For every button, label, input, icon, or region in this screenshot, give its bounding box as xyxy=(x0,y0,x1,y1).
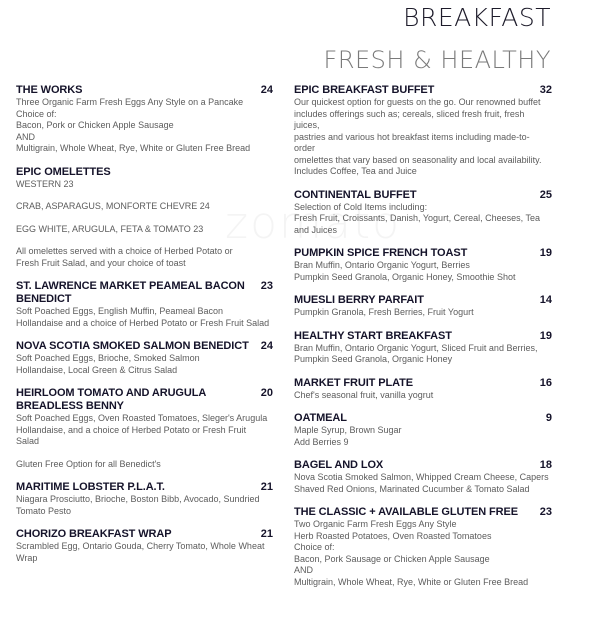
menu-item-name: PUMPKIN SPICE FRENCH TOAST xyxy=(294,247,468,259)
description-line: Fresh Fruit Salad, and your choice of toast xyxy=(16,257,186,268)
description-line: Bacon, Pork Sausage or Chicken Apple Sausage xyxy=(294,553,490,564)
description-line: Pumpkin Granola, Fresh Berries, Fruit Yogurt xyxy=(294,307,474,317)
menu-item-name: THE CLASSIC + AVAILABLE GLUTEN FREE xyxy=(294,506,518,518)
menu-item-header xyxy=(294,330,552,343)
description-line: AND xyxy=(16,131,36,142)
description-line: Pumpkin Seed Granola, Organic Honey xyxy=(294,354,453,364)
description-line: CRAB, ASPARAGUS, MONFORTE CHEVRE 24 xyxy=(16,201,210,211)
description-line: Herb Roasted Potatoes, Oven Roasted Tomatoes xyxy=(294,530,492,541)
description-line: WESTERN 23 xyxy=(16,178,74,189)
page-title: BREAKFAST xyxy=(403,3,551,32)
description-line: Bacon, Pork or Chicken Apple Sausage xyxy=(16,120,174,130)
menu-item xyxy=(294,84,552,178)
menu-item xyxy=(294,330,552,366)
menu-item-header xyxy=(16,166,273,179)
description-line: Gluten Free Option for all Benedict's xyxy=(16,458,161,469)
description-line: order xyxy=(294,143,316,153)
menu-header xyxy=(324,0,551,75)
page-subtitle: FRESH & HEALTHY xyxy=(323,46,551,74)
menu-item-price: 14 xyxy=(539,294,552,306)
menu-item xyxy=(16,84,273,155)
right-column xyxy=(294,84,552,599)
menu-item xyxy=(294,294,552,319)
line-spacer xyxy=(16,190,273,201)
description-line: includes offerings such as; cereals, sliced fresh fruit, fresh xyxy=(294,108,525,119)
description-line: Soft Poached Eggs, Brioche, Smoked Salmon xyxy=(16,353,200,363)
menu-item-description xyxy=(294,472,552,495)
description-line: Niagara Prosciutto, Brioche, Boston Bibb, Avocado, Sundried xyxy=(16,494,260,504)
description-line: Bran Muffin, Ontario Organic Yogurt, Berries xyxy=(294,260,470,270)
menu-item-price: 19 xyxy=(539,247,552,259)
menu-item-name: HEALTHY START BREAKFAST xyxy=(294,329,452,342)
menu-item-header xyxy=(294,412,552,425)
description-line: Fresh Fruit, Croissants, Danish, Yogurt, Cereal, Cheeses, Tea xyxy=(294,213,540,223)
description-line: Bran Muffin, Ontario Organic Yogurt, Sliced Fruit and Berries, xyxy=(294,342,538,353)
menu-item-description xyxy=(16,306,273,329)
description-line: Hollandaise and a choice of Herbed Potato or Fresh Fruit Salad xyxy=(16,317,270,328)
menu-item-description xyxy=(294,343,552,366)
menu-item-description xyxy=(16,541,273,564)
description-line: and Juices xyxy=(294,224,338,235)
menu-item-header xyxy=(294,506,552,519)
menu-item-name: MUESLI BERRY PARFAIT xyxy=(294,294,424,306)
menu-item xyxy=(16,387,273,470)
menu-item-name: EPIC OMELETTES xyxy=(16,165,111,178)
description-line: Chef's seasonal fruit, vanilla yogrut xyxy=(294,389,434,400)
description-line: Salad xyxy=(16,436,40,446)
line-spacer xyxy=(16,213,273,224)
menu-item-name: CONTINENTAL BUFFET xyxy=(294,188,417,201)
menu-item-header xyxy=(294,189,552,202)
description-line: Shaved Red Onions, Marinated Cucumber & Tomato Salad xyxy=(294,483,530,494)
description-line: Wrap xyxy=(16,552,38,563)
menu-item-header xyxy=(16,387,273,413)
description-line: Selection of Cold Items including: xyxy=(294,201,428,212)
menu-item-description xyxy=(294,97,552,178)
menu-item-price: 9 xyxy=(545,412,552,424)
menu-item-description xyxy=(16,97,273,155)
menu-item-header xyxy=(16,528,273,541)
menu-item-description xyxy=(294,425,552,448)
description-line: Hollandaise, and a choice of Herbed Potato or Fresh Fruit xyxy=(16,424,247,435)
left-column xyxy=(16,84,273,575)
menu-item-name: OATMEAL xyxy=(294,412,347,424)
menu-item-description xyxy=(294,390,552,402)
menu-item xyxy=(294,506,552,588)
menu-item-price: 19 xyxy=(539,329,552,342)
menu-item-name: NOVA SCOTIA SMOKED SALMON BENEDICT xyxy=(16,340,249,352)
menu-item-name: MARITIME LOBSTER P.L.A.T. xyxy=(16,481,165,493)
line-spacer xyxy=(16,235,273,246)
menu-item-description xyxy=(294,307,552,319)
description-line: Pumpkin Seed Granola, Organic Honey, Smoothie Shot xyxy=(294,271,516,282)
description-line: Scrambled Egg, Ontario Gouda, Cherry Tomato, Whole Wheat xyxy=(16,541,265,551)
menu-item-header xyxy=(294,84,552,97)
menu-item-name: CHORIZO BREAKFAST WRAP xyxy=(16,528,172,540)
description-line: Choice of: xyxy=(294,542,335,552)
menu-item-description xyxy=(294,519,552,588)
menu-item-header xyxy=(294,377,552,390)
description-line: Two Organic Farm Fresh Eggs Any Style xyxy=(294,519,457,529)
menu-item-price: 32 xyxy=(539,84,552,96)
description-line: Add Berries 9 xyxy=(294,436,349,447)
menu-item-name: BAGEL AND LOX xyxy=(294,459,384,471)
menu-item-description xyxy=(16,179,273,270)
menu-item-price: 18 xyxy=(539,459,552,471)
menu-item xyxy=(294,412,552,448)
menu-item-header xyxy=(16,340,273,353)
menu-item xyxy=(16,481,273,517)
description-line: Tomato Pesto xyxy=(16,505,72,516)
description-line: pastries and various hot breakfast items including made-to- xyxy=(294,131,530,142)
menu-item-name: HEIRLOOM TOMATO AND ARUGULA BREADLESS BENNY xyxy=(16,387,206,412)
menu-item-price: 23 xyxy=(260,280,273,292)
menu-item xyxy=(294,247,552,283)
description-line: Maple Syrup, Brown Sugar xyxy=(294,425,402,435)
menu-item-price: 25 xyxy=(539,188,552,201)
description-line: Nova Scotia Smoked Salmon, Whipped Cream Cheese, Capers xyxy=(294,472,549,482)
menu-item-description xyxy=(294,260,552,283)
menu-item-price: 21 xyxy=(260,528,273,540)
menu-item-price: 23 xyxy=(539,506,552,518)
description-line: AND xyxy=(294,565,314,575)
description-line: Our quickest option for guests on the go. Our renowned buffet xyxy=(294,97,541,107)
menu-item xyxy=(16,280,273,329)
menu-item-name: ST. LAWRENCE MARKET PEAMEAL BACON BENEDICT xyxy=(16,280,245,305)
description-line: Multigrain, Whole Wheat, Rye, White or Gluten Free Bread xyxy=(294,576,529,587)
description-line: juices, xyxy=(294,120,320,130)
menu-item-header xyxy=(16,84,273,97)
menu-item-header xyxy=(294,459,552,472)
description-line: Hollandaise, Local Green & Citrus Salad xyxy=(16,364,178,375)
menu-item-price: 21 xyxy=(260,481,273,493)
menu-item-price: 20 xyxy=(260,387,273,399)
description-line: Soft Poached Eggs, Oven Roasted Tomatoes, Sleger's Arugula xyxy=(16,413,268,423)
menu-item-header xyxy=(294,247,552,260)
line-spacer xyxy=(16,448,273,459)
description-line: Soft Poached Eggs, English Muffin, Peameal Bacon xyxy=(16,306,223,316)
description-line: Choice of: xyxy=(16,108,57,119)
description-line: Includes Coffee, Tea and Juice xyxy=(294,166,417,176)
menu-item-header xyxy=(294,294,552,307)
menu-item-header xyxy=(16,280,273,306)
menu-item-header xyxy=(16,481,273,494)
description-line: EGG WHITE, ARUGULA, FETA & TOMATO 23 xyxy=(16,223,204,234)
menu-item-description xyxy=(16,494,273,517)
menu-item-description xyxy=(16,353,273,376)
menu-item-price: 16 xyxy=(539,376,552,389)
menu-item-description xyxy=(16,413,273,470)
menu-item-price: 24 xyxy=(260,84,273,96)
menu-item xyxy=(16,166,273,270)
menu-item-name: THE WORKS xyxy=(16,84,83,96)
description-line: All omelettes served with a choice of Herbed Potato or xyxy=(16,246,233,256)
menu-item-description xyxy=(294,202,552,237)
menu-item-name: MARKET FRUIT PLATE xyxy=(294,376,413,389)
description-line: omelettes that vary based on seasonality and local availability. xyxy=(294,154,542,165)
menu-item xyxy=(294,459,552,495)
menu-item xyxy=(16,528,273,564)
menu-item xyxy=(294,189,552,237)
description-line: Three Organic Farm Fresh Eggs Any Style on a Pancake xyxy=(16,97,244,107)
menu-item xyxy=(294,377,552,402)
menu-item xyxy=(16,340,273,376)
menu-item-name: EPIC BREAKFAST BUFFET xyxy=(294,84,435,96)
menu-item-price: 24 xyxy=(260,340,273,352)
description-line: Multigrain, Whole Wheat, Rye, White or Gluten Free Bread xyxy=(16,143,251,153)
